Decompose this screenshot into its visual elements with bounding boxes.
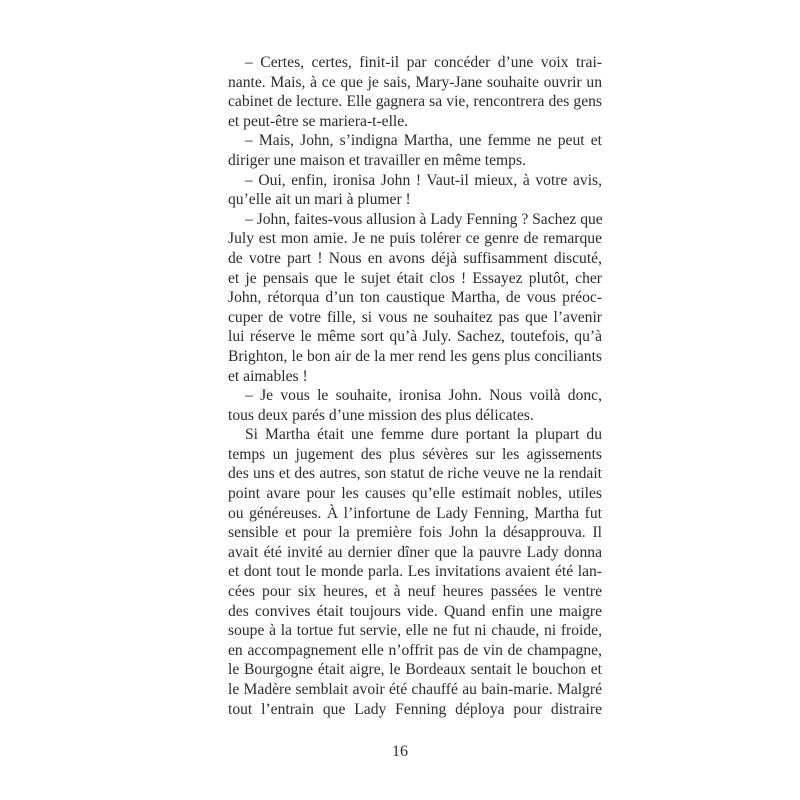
text-line: de votre part ! Nous en avons déjà suffisamment discuté,	[228, 249, 602, 267]
text-line: point avare pour les causes qu’elle estimait nobles, utiles	[228, 485, 602, 503]
text-line: – Mais, John, s’indigna Martha, une femme ne peut et	[245, 132, 602, 150]
text-line: – Oui, enfin, ironisa John ! Vaut-il mieux, à votre avis,	[245, 171, 602, 189]
text-line: July est mon amie. Je ne puis tolérer ce genre de remarque	[228, 230, 602, 248]
text-line: cées pour six heures, et à neuf heures passées le ventre	[228, 583, 602, 601]
text-line: le Madère semblait avoir été chauffé au bain-marie. Malgré	[228, 681, 602, 698]
page-text	[228, 53, 602, 719]
text-line: nante. Mais, à ce que je sais, Mary-Jane souhaite ouvrir un	[228, 73, 602, 91]
page-number: 16	[392, 743, 408, 760]
text-line: Si Martha était une femme dure portant la plupart du	[245, 426, 602, 444]
text-line: lui réserve le même sort qu’à July. Sachez, toutefois, qu’à	[228, 328, 602, 346]
text-line: le Bourgogne était aigre, le Bordeaux sentait le bouchon et	[228, 661, 602, 679]
text-line: et dont tout le monde parla. Les invitations avaient été lan-	[228, 563, 602, 581]
text-line: – Certes, certes, finit-il par concéder d’une voix trai-	[245, 54, 602, 71]
text-line: et aimables !	[228, 367, 308, 385]
text-line: temps un jugement des plus sévères sur les agissements	[228, 445, 602, 463]
text-line: ou généreuses. À l’infortune de Lady Fenning, Martha fut	[228, 504, 602, 522]
text-line: sensible et pour la première fois John la désapprouva. Il	[228, 524, 602, 542]
text-line: tout l’entrain que Lady Fenning déploya pour distraire	[228, 700, 602, 718]
text-line: avait été invité au dernier dîner que la pauvre Lady donna	[228, 543, 602, 561]
text-line: cuper de votre fille, si vous ne souhaitez pas que l’avenir	[228, 308, 602, 326]
text-line: en accompagnement elle n’offrit pas de vin de champagne,	[228, 641, 602, 659]
text-line: soupe à la tortue fut servie, elle ne fut ni chaude, ni froide,	[228, 622, 602, 640]
text-line: cabinet de lecture. Elle gagnera sa vie, rencontrera des gens	[228, 93, 602, 111]
text-line: diriger une maison et travailler en même temps.	[228, 151, 526, 169]
text-line: John, rétorqua d’un ton caustique Martha, de vous préoc-	[228, 289, 602, 307]
text-line: – John, faites-vous allusion à Lady Fenning ? Sachez que	[245, 210, 603, 228]
text-line: qu’elle ait un mari à plumer !	[228, 191, 411, 209]
text-line: Brighton, le bon air de la mer rend les gens plus conciliants	[228, 347, 602, 365]
text-line: des convives était toujours vide. Quand enfin une maigre	[228, 602, 602, 620]
text-line: et je pensais que le sujet était clos ! Essayez plutôt, cher	[228, 269, 602, 287]
text-line: – Je vous le souhaite, ironisa John. Nous voilà donc,	[245, 387, 602, 405]
text-line: des uns et des autres, son statut de riche veuve ne la rendait	[228, 465, 602, 483]
text-line: et peut-être se mariera-t-elle.	[228, 112, 409, 130]
text-line: tous deux parés d’une mission des plus délicates.	[228, 406, 534, 424]
